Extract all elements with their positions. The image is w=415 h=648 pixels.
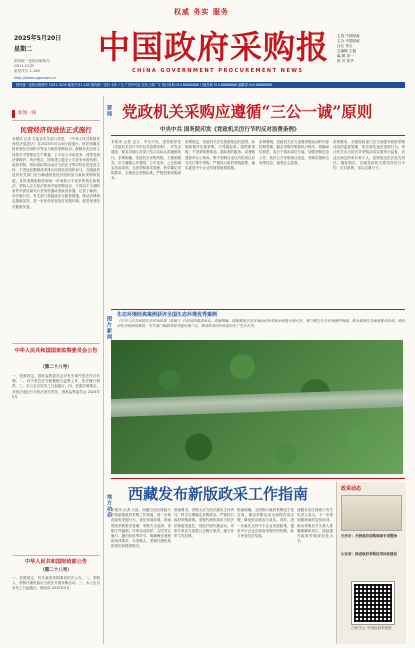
info-bar-text: 国内统一连续出版物号 CN11-0235 邮发代号1-185 国内统一定价 全年 / 元 广告许可证 京东工商广字 发行咨询 010-88888888 订阅咨询 010-88888888 编辑部 010-88888888 [16, 83, 273, 87]
main-body-col2: 条例规定，党政机关应当按照规定的范围、标准和程序实施采购，不得超标准、超预算采购，不得采购奢侈品、超标准的服务，或者购建豪华办公场所。集中采购目录以内的项目应当实行集中采购，严格执行政府采购政策，落实促进中小企业发展等政策措施。 [185, 140, 255, 171]
meta-line-2: CN11-0235 [14, 64, 35, 68]
sidebar-headline-1: 民营经济促进法正式施行 [20, 126, 92, 134]
lower-body-col4: 西藏自治区财政厅有关负责人表示，下一步将加强指南的宣传培训，推动采购各方当事人准确理解和执行，持续提升政府采购规范化水平。 [297, 508, 333, 544]
sidebar-tag: 新闻一线 [18, 111, 36, 116]
right-info-1: 主管 中国财政 [337, 34, 360, 38]
slogan-1: 权威 [174, 8, 190, 16]
right-info-2: 主办 中国财政 [337, 39, 360, 43]
photo-caption-title: 生态环境经典案例获评全国生态环境优秀案例 [117, 312, 218, 318]
meta-line-1: 国内统一连续出版物号 [14, 59, 50, 63]
lower-headline: 西藏发布新版政采工作指南 [128, 485, 309, 503]
right-box-item-1[interactable]: 长沙市：开展政府采购领域专项整治 [341, 534, 397, 538]
sidebar-tag-marker [12, 110, 15, 118]
masthead-english: CHINA GOVERNMENT PROCUREMENT NEWS [132, 68, 304, 74]
forest-road [111, 389, 403, 417]
sidebar-sub-3: （第二十八号） [40, 568, 72, 573]
sidebar-sub-2: （第二十八号） [40, 365, 72, 370]
right-box-title: 政采动态 [341, 486, 362, 492]
right-info-3: 社长 李文 [337, 44, 353, 48]
photo-section-label: 图片新闻 [106, 316, 112, 340]
main-body-col4: 条例要求，各级财政部门应当加强对政府采购活动的监督管理，依法查处违法违规行为。审计机关应当依法对采购活动实施审计监督。对违反规定的单位和个人，依规依纪依法追究责任。通知指出，各级党政机关要坚持厉行节约、反对浪费，带头过紧日子。 [333, 140, 405, 171]
main-body-col3: 条例强调，党政机关应当加强采购活动的内部控制管理，健全采购决策和执行程序，明确岗位职责，实行不相容岗位分离。加强采购信息公开，依法公开采购项目信息、采购结果和合同等信息，接受社会监督。 [259, 140, 329, 165]
main-subheadline: 中央中共 国务院印发《党政机关厉行节约反对浪费条例》 [160, 127, 300, 133]
right-column [336, 482, 406, 644]
website-link[interactable]: http://www.cgpnews.cn [14, 76, 56, 80]
main-body-col1: 本报讯 记者 近日，中共中央、国务院印发《党政机关厉行节约反对浪费条例》，并发出通知，要求各地区各部门结合实际认真遵照执行。条例明确，党政机关采购货物、工程和服务，应当遵循公开透明、公平竞争、公正和诚实信用原则，完善采购需求管理，科学确定采购需求，合理设定采购标准，严格控制采购成本。 [111, 140, 181, 181]
slogan-3: 服务 [212, 8, 229, 16]
lower-body-col3: 指南明确，全面推行政府采购电子化交易，推动采购活动全流程在线办理，降低供应商参与成本。同时，进一步落实支持中小企业发展政策，提高中小企业在政府采购中的份额，助力民营经济发展。 [237, 508, 294, 539]
sidebar-body-1: 本报讯 记者 日前从有关部门获悉，《中华人民共和国民营经济促进法》自2025年5月20日起施行。该法明确支持民营经济组织平等参与政府采购活动，保障各类经营主体依法平等使用生产要素、公平参与市场竞争、同等受到法律保护。该法规定，国家建立健全公平竞争审查机制，政府采购、招标投标等活动应当依法平等对待各类经营主体，不得违法限制或者排斥民营经济组织参与。各级政府及其有关部门应当畅通民营经济组织参与政府采购的渠道，及时清理废除妨碍统一市场和公平竞争的规定和做法。采购人应当依法依规开展采购活动，不得以不合理的条件对供应商实行差别待遇或者歧视待遇。记者了解到，该法施行后，有关部门将陆续出台配套措施，推动法律规定落地见效，进一步优化民营经济发展环境，促进民营经济健康发展。 [12, 137, 100, 209]
issue-weekday: 星期二 [14, 46, 33, 53]
issue-date: 2025年5月20日 [14, 35, 62, 42]
sidebar-body-3: 一、依照规定，有关政府采购事项依法公告。二、采购人、采购代理机构应当依法开展采购活动。三、本公告自发布之日起施行。财政部 2025年5月 [12, 576, 100, 591]
sidebar-headline-2: 中华人民共和国国家监察委员会公告 [14, 348, 98, 354]
qr-code-icon[interactable] [352, 582, 394, 624]
header-right-info [337, 34, 405, 64]
lower-body-col2: 指南要求，采购人应当依法落实主体责任，科学合理确定采购需求，严格执行政府采购政策。采购代理机构应当依法依规接受委托，规范开展代理活动。评审专家应当客观公正履行职责，遵守评审工作纪律。 [174, 508, 234, 539]
info-bar [12, 82, 405, 88]
right-info-4: 总编辑 王磊 [337, 49, 357, 53]
right-info-5: 编 辑 刘一 [337, 54, 354, 58]
meta-line-3: 邮发代号 1-185 [14, 69, 40, 73]
qr-label: 扫码关注 中国政府采购报 [351, 626, 392, 630]
sidebar-body-2: 一、依照规定，国家监察委员会对有关案件依法作出处理。二、有关单位应当积极配合监察工作，依法履行职责。三、本公告自发布之日起施行。四、依照法律规定，对违法违纪行为依法追究责任。国家监察委员会 2025年5月 [12, 374, 100, 399]
main-headline: 党政机关采购应遵循“三公一诚”原则 [122, 102, 373, 121]
right-box-image [341, 495, 402, 531]
forest-aerial-photo [111, 340, 403, 474]
lower-body-col1: 本报讯 记者 日前，西藏自治区财政厅印发新版政府采购工作指南，进一步规范政府采购行为，优化营商环境。指南围绕采购需求管理、采购方式选择、采购文件编制、评审活动组织、合同签订履行、履约验收等环节，明确操作流程和具体要求，为采购人、采购代理机构和供应商提供指引。 [111, 508, 171, 549]
sidebar-headline-3: 中华人民共和国财政部公告 [24, 559, 88, 565]
photo-caption: 《中华人民共和国生态环境法典（草案）》日前首次提请审议。草案明确，国家推进生态环境治理体系和治理能力现代化，建立健全生态环境保护制度。图为某地生态廊道建设成效。政府绿色采购持续推进，有关部门鼓励采购节能环保产品，推动形成绿色低碳的生产生活方式。 [117, 319, 405, 329]
right-box-item-2[interactable]: 山东省：推进政府采购信用体系建设 [341, 552, 397, 556]
main-section-label: 要闻 [106, 105, 112, 117]
slogan-2: 务实 [193, 8, 210, 16]
masthead-title: 中国政府采购报 [98, 28, 330, 66]
header-slogans [174, 7, 229, 17]
right-info-6: 校 对 张华 [337, 59, 354, 63]
lower-section-label: 地方动态 [106, 494, 112, 518]
date-block [14, 33, 84, 81]
